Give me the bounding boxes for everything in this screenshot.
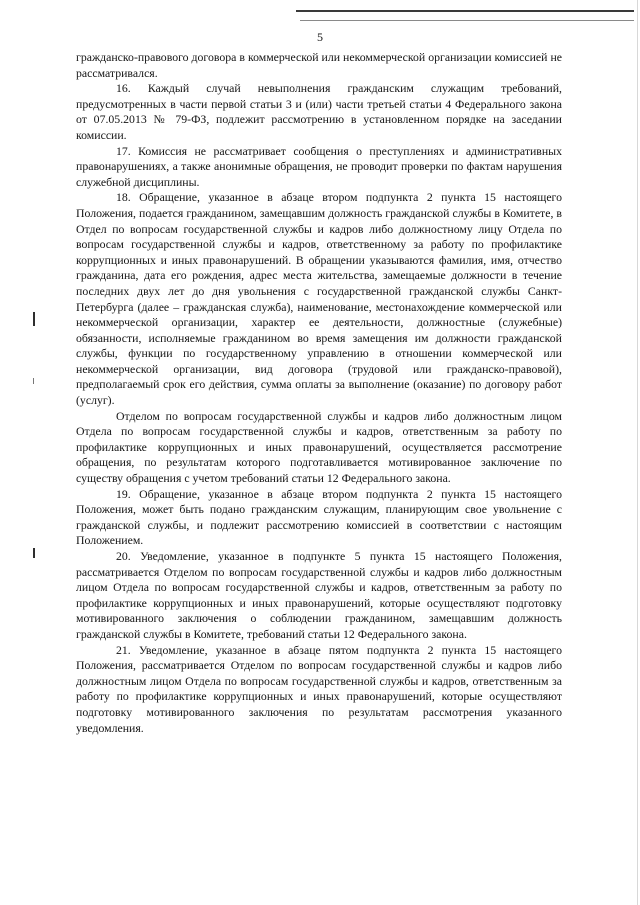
paragraph-17: 17. Комиссия не рассматривает сообщения о преступлениях и административных правонарушениях, а также анонимные обращения, не проводит проверки по фактам нарушения служебной дисциплины.	[76, 143, 562, 189]
paragraph-21: 21. Уведомление, указанное в абзаце пятом подпункта 2 пункта 15 настоящего Положения, рассматривается Отделом по вопросам государственной службы и кадров либо должностным лицом Отдела по вопросам государственной службы и кадров, ответственным за работу по профилактике коррупционных и иных правонарушений, которые осуществляют подготовку мотивированного заключения по результатам рассмотрения указанного уведомления.	[76, 642, 562, 735]
margin-mark	[33, 548, 35, 558]
scan-right-edge	[637, 0, 638, 905]
paragraph-continuation: гражданско-правового договора в коммерческой или некоммерческой организации комиссией не рассматривался.	[76, 50, 562, 80]
scan-top-rule	[296, 10, 634, 12]
page-number: 5	[317, 30, 323, 44]
margin-mark	[33, 312, 35, 326]
margin-mark	[33, 378, 34, 384]
paragraph-19: 19. Обращение, указанное в абзаце втором подпункта 2 пункта 15 настоящего Положения, может быть подано гражданским служащим, планирующим свое увольнение с гражданской службы, и подлежит рассмотрению комиссией в соответствии с настоящим Положением.	[76, 486, 562, 548]
paragraph-18: 18. Обращение, указанное в абзаце втором подпункта 2 пункта 15 настоящего Положения, подается гражданином, замещавшим должность гражданской службы в Комитете, в Отдел по вопросам государственной службы и кадров либо должностному лицу Отдела по вопросам государственной службы и кадров, ответственному за работу по профилактике коррупционных и иных правонарушений. В обращении указываются фамилия, имя, отчество гражданина, дата его рождения, адрес места жительства, замещаемые должности в течение последних двух лет до дня увольнения с государственной гражданской службы Санкт-Петербурга (далее – гражданская служба), наименование, местонахождение коммерческой или некоммерческой организации, характер ее деятельности, должностные (служебные) обязанности, исполняемые гражданином во время замещения им должности гражданской службы, функции по государственному управлению в отношении коммерческой или некоммерческой организации, вид договора (трудовой или гражданско-правовой), предполагаемый срок его действия, сумма оплаты за выполнение (оказание) по договору работ (услуг).	[76, 190, 562, 408]
paragraph-18-part-2: Отделом по вопросам государственной службы и кадров либо должностным лицом Отдела по вопросам государственной службы и кадров, ответственным за работу по профилактике коррупционных и иных правонарушений, осуществляется рассмотрение обращения, по результатам которого подготавливается мотивированное заключение по существу обращения с учетом требований статьи 12 Федерального закона.	[76, 408, 562, 486]
scan-top-rule-secondary	[300, 20, 634, 21]
document-body	[76, 50, 562, 736]
paragraph-20: 20. Уведомление, указанное в подпункте 5 пункта 15 настоящего Положения, рассматривается Отделом по вопросам государственной службы и кадров либо должностным лицом Отдела по вопросам государственной службы и кадров, ответственным за работу по профилактике коррупционных и иных правонарушений, которые осуществляют подготовку мотивированного заключения о соблюдении гражданином, замещавшим должность гражданской службы в Комитете, требований статьи 12 Федерального закона.	[76, 549, 562, 641]
paragraph-16: 16. Каждый случай невыполнения гражданским служащим требований, предусмотренных в части первой статьи 3 и (или) части третьей статьи 4 Федерального закона от 07.05.2013 № 79-ФЗ, подлежит рассмотрению в установленном порядке на заседании комиссии.	[76, 81, 562, 142]
